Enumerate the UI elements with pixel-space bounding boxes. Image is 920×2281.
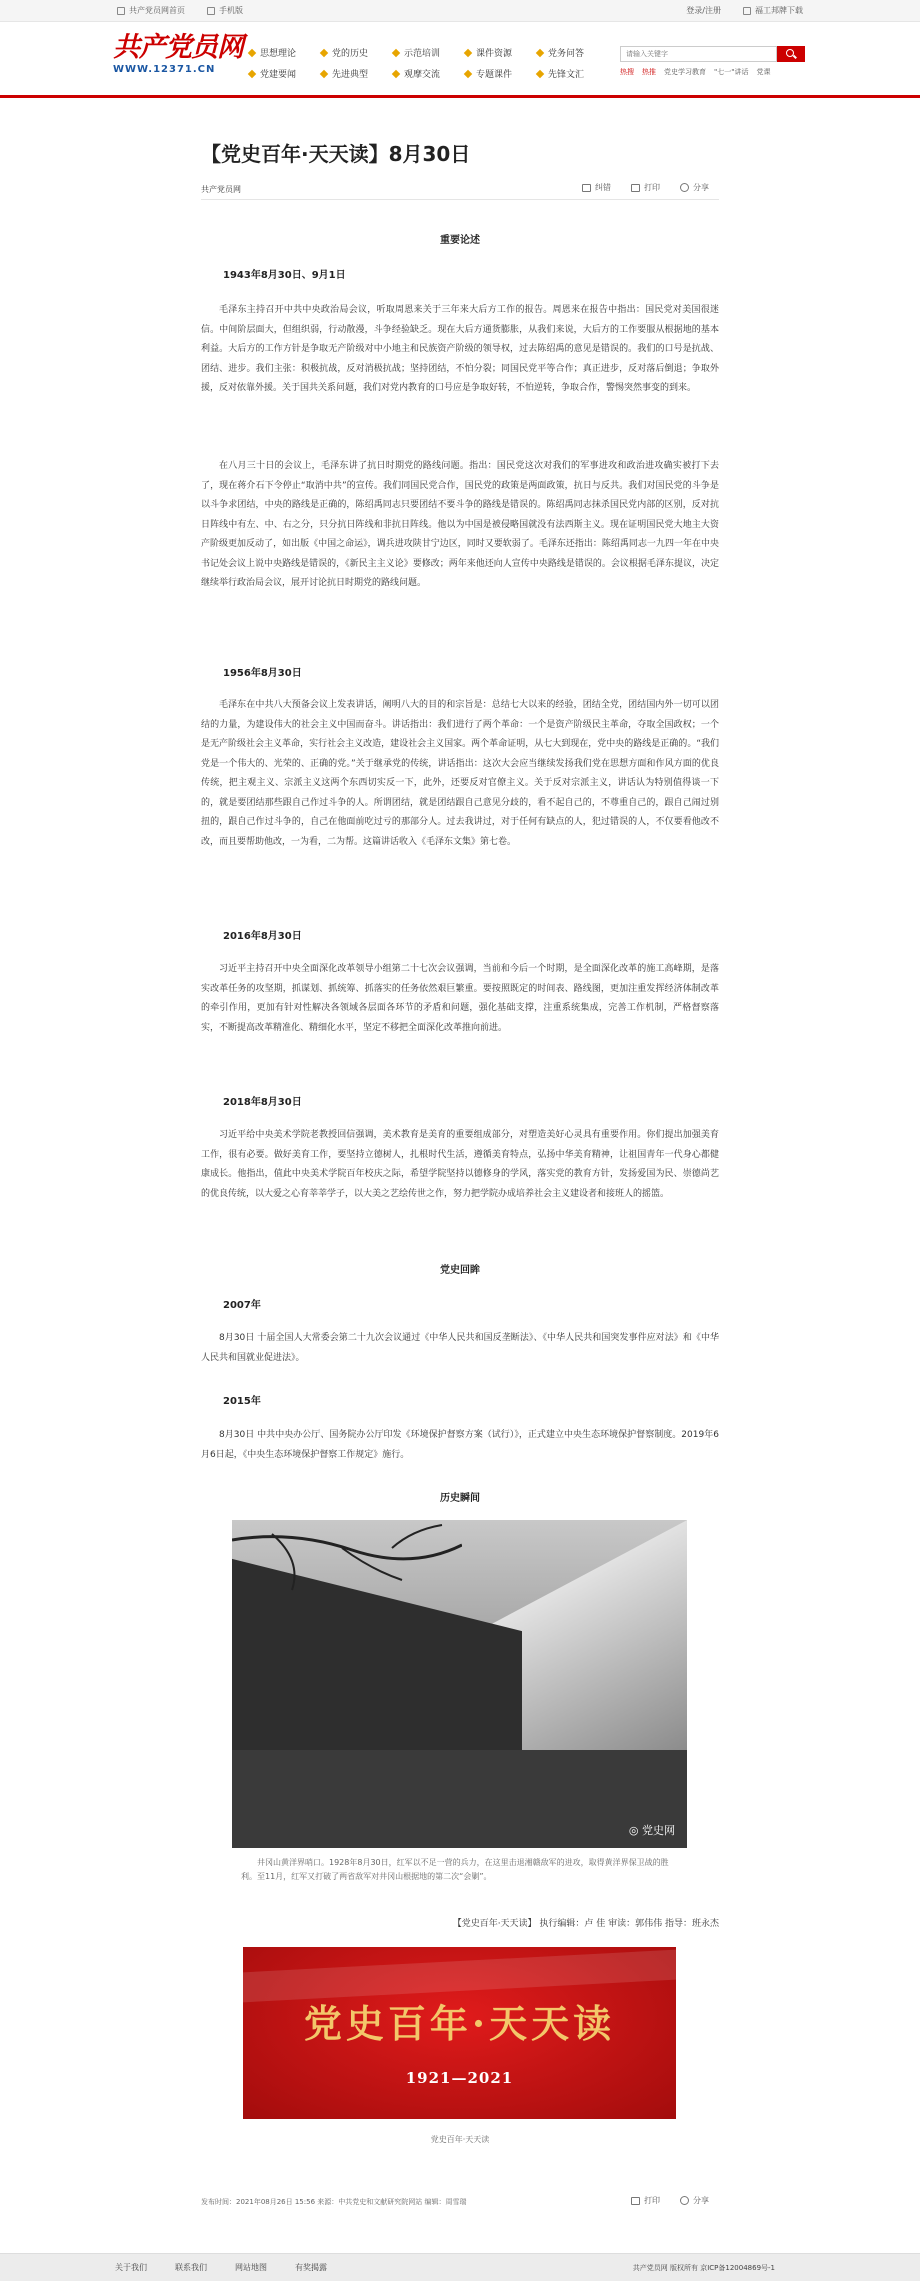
nav-item[interactable]: 先进典型 <box>321 67 393 80</box>
download-icon <box>743 7 751 15</box>
diamond-icon <box>392 48 400 56</box>
date-heading: 1943年8月30日、9月1日 <box>223 270 346 281</box>
article-title: 【党史百年·天天读】8月30日 <box>201 142 471 166</box>
article-source[interactable]: 共产党员网 <box>201 185 241 194</box>
date-heading: 1956年8月30日 <box>223 668 302 679</box>
site-header <box>0 22 920 98</box>
photo-caption: 井冈山黄洋界哨口。1928年8月30日，红军以不足一营的兵力，在这里击退湘赣敌军的进攻，取得黄洋界保卫战的胜利。至11月，红军又打破了两省敌军对井冈山根据地的第二次“会剿”。 <box>241 1858 669 1881</box>
article-footer-tools <box>631 2195 709 2206</box>
diamond-icon <box>536 48 544 56</box>
footer-link-report[interactable]: 有奖揭露 <box>295 2263 327 2272</box>
paragraph: 在八月三十日的会议上，毛泽东讲了抗日时期党的路线问题。指出：国民党这次对我们的军事进攻和政治进攻确实被打下去了，现在蒋介石下令停止“取消中共”的宣传。我们同国民党合作，国民党的政策是两面政策，抗日与反共。我们对国民党的斗争是以斗争求团结，中央的路线是正确的，陈绍禹同志只要团结不要斗争的路线是错误的。陈绍禹同志抹杀国民党内部的区别，反对抗日阵线中有左、中、右之分，只分抗日阵线和非抗日阵线。他以为中国是被侵略国就没有法西斯主义。现在证明国民党大地主大资产阶级更加反动了，如出版《中国之命运》，调兵进攻陕甘宁边区，同时又要软弱了。毛泽东还指出：陈绍禹同志一九四一年在中央书记处会议上说中央路线是错误的，《新民主主义论》要修改；两年来他还向人宣传中央路线是错误的。会议根据毛泽东提议，决定继续举行政治局会议，展开讨论抗日时期党的路线问题。 <box>201 461 719 588</box>
share-button[interactable]: 分享 <box>680 182 709 193</box>
main-nav <box>249 46 681 80</box>
diamond-icon <box>248 69 256 77</box>
article-tools <box>582 182 709 193</box>
publish-info: 发布时间：2021年08月26日 15:56 来源：中共党史和文献研究院网站 编辑：周雪瑞 <box>201 2198 467 2206</box>
section-title: 重要论述 <box>440 235 480 246</box>
diamond-icon <box>320 69 328 77</box>
banner-caption: 党史百年·天天读 <box>430 2135 490 2144</box>
paragraph: 毛泽东主持召开中共中央政治局会议，听取周恩来关于三年来大后方工作的报告。周恩来在报告中指出：国民党对美国很迷信。中间阶层面大，但组织弱，行动散漫，斗争经验缺乏。现在大后方通货膨胀，从我们来说，大后方的工作要服从根据地的基本利益。大后方的工作方针是争取无产阶级对中小地主和民族资产阶级的领导权，过去陈绍禹的意见是错误的。我们的口号是抗战、团结、进步。我们主张：积极抗战，反对消极抗战；坚持团结，不怕分裂；同国民党平等合作；真正进步，反对落后倒退；争取外援，反对依靠外援。关于国共关系问题，我们对党内教育的口号应是争取好转，不怕逆转，争取合作，警惕突然事变的到来。 <box>201 305 719 393</box>
logo-text: 共产党员网 <box>113 32 243 63</box>
nav-item[interactable]: 示范培训 <box>393 46 465 59</box>
tree-branch-icon <box>232 1520 462 1610</box>
share-icon <box>680 2196 689 2205</box>
nav-item[interactable]: 思想理论 <box>249 46 321 59</box>
paragraph: 习近平给中央美术学院老教授回信强调，美术教育是美育的重要组成部分，对塑造美好心灵具有重要作用。你们提出加强美育工作，很有必要。做好美育工作，要坚持立德树人，扎根时代生活，遵循美育特点，弘扬中华美育精神，让祖国青年一代身心都健康成长。他指出，值此中央美术学院百年校庆之际，希望学院坚持以德修身的学风，落实党的教育方针，发扬爱国为民、崇德尚艺的优良传统，以大爱之心育莘莘学子，以大美之艺绘传世之作，努力把学院办成培养社会主义建设者和接班人的摇篮。 <box>201 1130 719 1199</box>
footer-link-contact[interactable]: 联系我们 <box>175 2263 207 2272</box>
footer-link-about[interactable]: 关于我们 <box>115 2263 147 2272</box>
search-icon <box>786 49 794 57</box>
search-box <box>620 46 805 62</box>
site-logo[interactable] <box>113 34 243 84</box>
diamond-icon <box>248 48 256 56</box>
historic-photo <box>232 1520 687 1848</box>
search-button[interactable] <box>777 46 805 62</box>
print-button[interactable]: 打印 <box>631 2195 660 2206</box>
date-heading: 2016年8月30日 <box>223 931 302 942</box>
paragraph: 习近平主持召开中央全面深化改革领导小组第二十七次会议强调，当前和今后一个时期，是全面深化改革的施工高峰期，是落实改革任务的攻坚期，抓谋划、抓统筹、抓落实的任务依然艰巨繁重。要按照既定的时间表、路线图，更加注重发挥经济体制改革的牵引作用，更加有针对性解决各领域各层面各环节的矛盾和问题，强化基础支撑，注重系统集成，完善工作机制，严格督察落实，不断提高改革精准化、精细化水平，坚定不移把全面深化改革推向前进。 <box>201 964 719 1033</box>
paragraph: 毛泽东在中共八大预备会议上发表讲话，阐明八大的目的和宗旨是：总结七大以来的经验，团结全党，团结国内外一切可以团结的力量，为建设伟大的社会主义中国而奋斗。讲话指出：我们进行了两个革命：一个是资产阶级民主革命，夺取全国政权；一个是无产阶级社会主义革命，实行社会主义改造，建设社会主义国家。两个革命证明，从七大到现在，党中央的路线是正确的。“我们党是一个伟大的、光荣的、正确的党。”关于继承党的传统，讲话指出：这次大会应当继续发扬我们党在思想方面和作风方面的优良传统，把主观主义、宗派主义这两个东西切实反一下，此外，还要反对官僚主义。关于反对宗派主义，讲话认为特别值得谈一下的，就是要团结那些跟自己作过斗争的人。所谓团结，就是团结跟自己意见分歧的，看不起自己的，不尊重自己的，跟自己闹过别扭的，跟自己作过斗争的，自己在他面前吃过亏的那部分人。过去我讲过，对于任何有缺点的人，犯过错误的人，不仅要看他改不改，而且要帮助他改，一为看，二为帮。这篇讲话收入《毛泽东文集》第七卷。 <box>201 700 719 847</box>
hot-tag[interactable]: 热推 <box>642 68 656 76</box>
mobile-link[interactable]: 手机版 <box>207 5 243 16</box>
diamond-icon <box>536 69 544 77</box>
diamond-icon <box>320 48 328 56</box>
mobile-icon <box>207 7 215 15</box>
editor-credits: 【党史百年·天天读】 执行编辑：卢 佳 审读：郭伟伟 指导：班永杰 <box>452 1919 719 1929</box>
nav-item[interactable]: 观摩交流 <box>393 67 465 80</box>
photo-watermark: ◎ 党史网 <box>628 1824 675 1837</box>
nav-item[interactable]: 党建要闻 <box>249 67 321 80</box>
section-title: 历史瞬间 <box>440 1493 480 1504</box>
nav-item[interactable]: 先锋文汇 <box>537 67 609 80</box>
hot-tag[interactable]: 党课 <box>756 68 771 76</box>
banner-years: 1921—2021 <box>405 2069 514 2087</box>
correct-button[interactable]: 纠错 <box>582 182 611 193</box>
date-heading: 2018年8月30日 <box>223 1097 302 1108</box>
article-meta <box>201 182 719 200</box>
share-button[interactable]: 分享 <box>680 2195 709 2206</box>
correct-icon <box>582 184 591 192</box>
series-banner <box>243 1947 676 2119</box>
app-download-link[interactable]: 福工邦牌下载 <box>743 5 803 16</box>
home-icon <box>117 7 125 15</box>
hot-tag[interactable]: 热搜 <box>620 68 634 76</box>
date-heading: 2007年 <box>223 1300 261 1311</box>
print-icon <box>631 2197 640 2205</box>
hot-tag[interactable]: 党史学习教育 <box>664 68 706 76</box>
diamond-icon <box>464 69 472 77</box>
share-icon <box>680 183 689 192</box>
logo-url: WWW.12371.CN <box>113 64 216 75</box>
home-link[interactable]: 共产党员网首页 <box>117 5 185 16</box>
nav-item[interactable]: 党务问答 <box>537 46 609 59</box>
paragraph: 8月30日 十届全国人大常委会第二十九次会议通过《中华人民共和国反垄断法》、《中华人民共和国突发事件应对法》和《中华人民共和国就业促进法》。 <box>201 1333 719 1363</box>
paragraph: 8月30日 中共中央办公厅、国务院办公厅印发《环境保护督察方案（试行）》，正式建立中央生态环境保护督察制度。2019年6月6日起，《中央生态环境保护督察工作规定》施行。 <box>201 1430 719 1460</box>
section-title: 党史回眸 <box>440 1265 480 1276</box>
nav-item[interactable]: 专题课件 <box>465 67 537 80</box>
top-utility-bar <box>0 0 920 22</box>
copyright: 共产党员网 版权所有 京ICP备12004869号-1 <box>632 2264 775 2272</box>
site-footer <box>0 2253 920 2281</box>
footer-link-sitemap[interactable]: 网站地图 <box>235 2263 267 2272</box>
hot-tags <box>620 67 770 77</box>
diamond-icon <box>464 48 472 56</box>
date-heading: 2015年 <box>223 1396 261 1407</box>
hot-tag[interactable]: "七一"讲话 <box>714 68 749 76</box>
nav-item[interactable]: 党的历史 <box>321 46 393 59</box>
article-footer-meta <box>201 2193 719 2213</box>
search-input[interactable] <box>620 46 777 62</box>
nav-item[interactable]: 课件资源 <box>465 46 537 59</box>
print-icon <box>631 184 640 192</box>
diamond-icon <box>392 69 400 77</box>
login-link[interactable]: 登录/注册 <box>686 6 721 15</box>
banner-title: 党史百年·天天读 <box>303 2001 616 2046</box>
print-button[interactable]: 打印 <box>631 182 660 193</box>
